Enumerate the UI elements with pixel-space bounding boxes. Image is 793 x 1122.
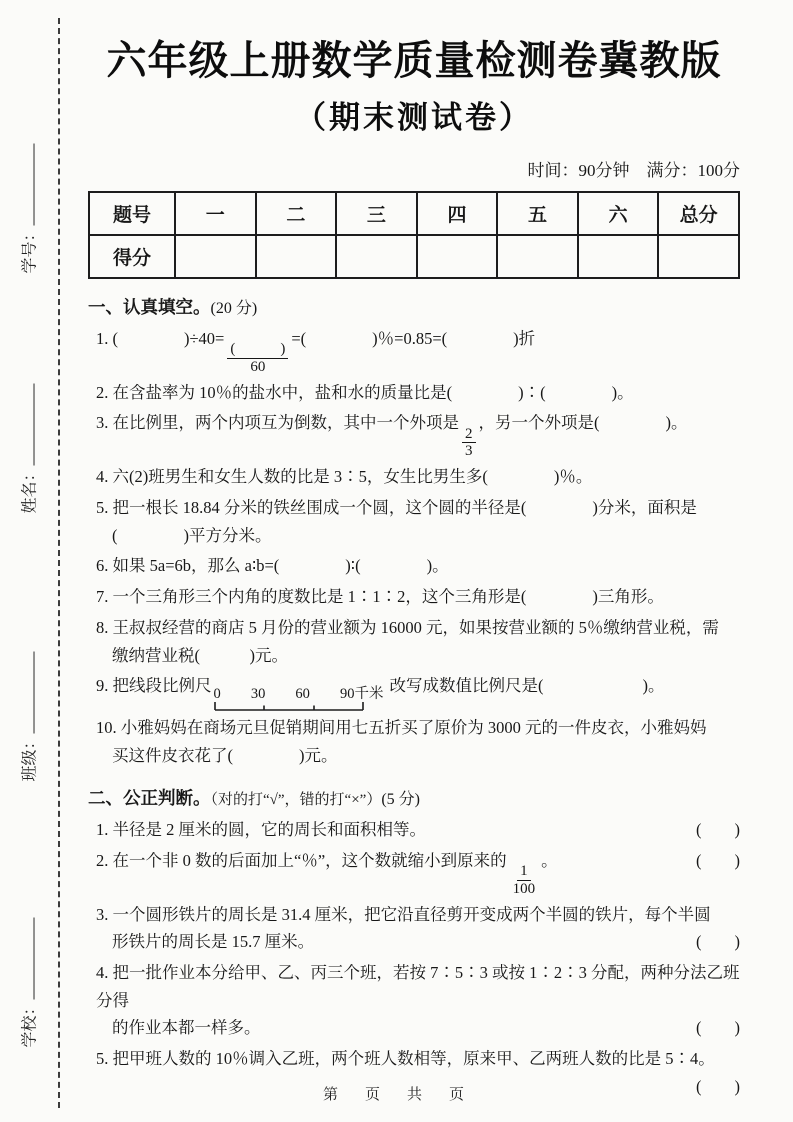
score-header-cell: 题号	[89, 192, 175, 235]
score-header-cell: 四	[417, 192, 498, 235]
paper-body	[88, 0, 740, 1104]
judgment-3	[96, 901, 740, 956]
question-8-line1: 8. 王叔叔经营的商店 5 月份的营业额为 16000 元，如果按营业额的 5％缴纳营业税，需	[96, 617, 719, 637]
score-header-cell: 三	[336, 192, 417, 235]
score-cell-empty	[658, 235, 739, 278]
question-10-line1: 10. 小雅妈妈在商场元旦促销期间用七五折买了原价为 3000 元的一件皮衣，小雅妈妈	[96, 718, 707, 738]
student-id-blank-line	[18, 143, 35, 225]
score-cell-empty	[175, 235, 256, 278]
judgment-4	[96, 959, 740, 1042]
question-10-line2: 买这件皮衣花了( )元。	[112, 746, 338, 766]
score-cell-empty	[417, 235, 498, 278]
judgment-4-line2: 的作业本都一样多。	[112, 1018, 261, 1038]
sidebar-field-student-id	[0, 118, 56, 298]
school-blank-line	[18, 917, 35, 999]
section2-title: 二、公正判断。	[88, 787, 211, 808]
name-blank-line	[18, 383, 35, 465]
scale-ruler-line	[214, 702, 364, 711]
question-10	[96, 714, 740, 769]
score-header-cell: 总分	[658, 192, 739, 235]
page-footer: 第 页 共 页	[322, 1087, 470, 1103]
question-1: 1. ( )÷40= $\frac{( )}{60}$ =( )％=0.85=( )折	[96, 328, 536, 375]
score-table-score-row	[89, 235, 739, 278]
score-table-header-row	[89, 192, 739, 235]
class-blank-line	[18, 651, 35, 733]
section2-points: (5 分)	[381, 790, 420, 808]
score-header-cell: 六	[578, 192, 659, 235]
section2-heading	[88, 785, 740, 812]
question-5-line1: 5. 把一根长 18.84 分米的铁丝围成一个圆，这个圆的半径是( )分米，面积是	[96, 497, 697, 517]
linear-scale-ruler	[214, 687, 384, 711]
student-id-label: 学号：	[21, 224, 39, 274]
score-table	[88, 191, 740, 279]
binding-dashed-line	[58, 18, 60, 1108]
sidebar-field-name	[0, 358, 56, 538]
answer-blank: ( )	[696, 850, 740, 870]
question-8-line2: 缴纳营业税( )元。	[112, 645, 288, 665]
question-5	[96, 494, 740, 549]
scale-ruler-labels: 0 30 60 90千米	[213, 686, 384, 703]
score-cell-empty	[578, 235, 659, 278]
fraction-blank-over-60: $\frac{( )}{60}$	[227, 341, 288, 376]
judgment-3-line1: 3. 一个圆形铁片的周长是 31.4 厘米，把它沿直径剪开变成两个半圆的铁片，每个半圆	[96, 904, 711, 924]
school-label: 学校：	[21, 998, 39, 1048]
score-row-label: 得分	[89, 235, 175, 278]
name-label: 姓名：	[21, 464, 39, 514]
section1-heading	[88, 294, 740, 321]
section2-note: （对的打“√”，错的打“×”）	[210, 791, 382, 808]
question-8	[96, 614, 740, 669]
score-header-cell: 一	[175, 192, 256, 235]
question-3: 3. 在比例里，两个内项互为倒数，其中一个外项是 $\frac{2}{3}$ ，另一个外项是( )。	[96, 413, 688, 460]
sidebar-field-class	[0, 626, 56, 806]
score-header-cell: 二	[256, 192, 337, 235]
question-7: 7. 一个三角形三个内角的度数比是 1∶1∶2，这个三角形是( )三角形。	[96, 587, 664, 607]
judgment-5-line1: 5. 把甲班人数的 10％调入乙班，两个班人数相等，原来甲、乙两班人数的比是 5∶4。	[96, 1049, 715, 1069]
judgment-1: 1. 半径是 2 厘米的圆，它的周长和面积相等。 ( )	[96, 816, 740, 844]
score-cell-empty	[336, 235, 417, 278]
class-label: 班级：	[21, 732, 39, 782]
answer-blank: ( )	[696, 1076, 740, 1096]
fraction-one-hundredth: $\frac{1}{100}$	[512, 862, 536, 897]
judgment-4-line1: 4. 把一批作业本分给甲、乙、丙三个班，若按 7∶5∶3 或按 1∶2∶3 分配，两种分法乙班分得	[96, 962, 740, 1010]
paper-subtitle: （期末测试卷）	[295, 100, 533, 135]
score-header-cell: 五	[497, 192, 578, 235]
answer-blank: ( )	[696, 932, 740, 952]
sidebar-field-school	[0, 892, 56, 1072]
section1-points: (20 分)	[210, 299, 258, 317]
answer-blank: ( )	[696, 1018, 740, 1038]
fraction-two-thirds: $\frac{2}{3}$	[462, 426, 476, 461]
score-cell-empty	[256, 235, 337, 278]
question-6: 6. 如果 5a=6b，那么 a∶b=( )∶( )。	[96, 556, 449, 576]
exam-time-score-meta: 时间：90分钟 满分：100分	[527, 160, 740, 180]
question-4: 4. 六(2)班男生和女生人数的比是 3∶5，女生比男生多( )％。	[96, 467, 593, 487]
judgment-2: 2. 在一个非 0 数的后面加上“％”，这个数就缩小到原来的 $\frac{1}{100}$ 。 ( )	[96, 847, 740, 898]
question-5-line2: ( )平方分米。	[112, 525, 272, 545]
question-9: 9. 把线段比例尺 0 30 60 90千米 改写成数值比例尺是( )。	[96, 672, 740, 711]
answer-blank: ( )	[696, 819, 740, 839]
judgment-3-line2: 形铁片的周长是 15.7 厘米。	[112, 932, 315, 952]
paper-title: 六年级上册数学质量检测卷冀教版	[106, 39, 722, 83]
score-cell-empty	[497, 235, 578, 278]
question-2: 2. 在含盐率为 10％的盐水中，盐和水的质量比是( )∶( )。	[96, 382, 634, 402]
section1-title: 一、认真填空。	[88, 296, 211, 317]
